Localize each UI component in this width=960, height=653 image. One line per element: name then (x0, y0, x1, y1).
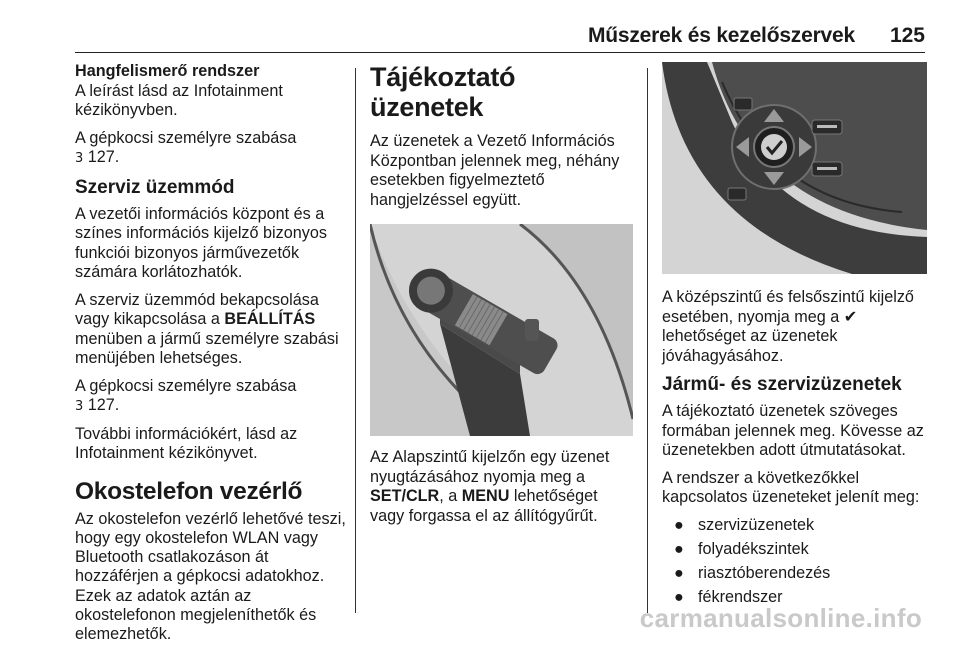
list-item-label: szervizüzenetek (698, 515, 815, 534)
bullet-icon: ● (674, 515, 684, 534)
column-left (75, 62, 347, 653)
text-run: Az Alapszintű kijelzőn egy üzenet nyugtázásához nyomja meg a (370, 448, 610, 486)
paragraph-vehicle-1: A tájékoztató üzenetek szöveges formában jelennek meg. Kövesse az üzenetekben adott útmutatásokat. (662, 402, 924, 459)
menu-keyword: MENU (461, 487, 510, 505)
section-title: Műszerek és kezelőszervek (587, 24, 855, 47)
paragraph-mid-display (662, 288, 927, 366)
list-item (662, 540, 927, 560)
heading-info-messages: Tájékoztató üzenetek (370, 62, 516, 122)
paragraph-more-info: További információkért, lásd az Infotainment kézikönyvet. (75, 424, 298, 462)
watermark: carmanualsonline.info (639, 603, 922, 633)
paragraph-smartphone: Az okostelefon vezérlő lehetővé teszi, hogy egy okostelefon WLAN vagy Bluetooth csatlakozáson át hozzáférjen a gépkocsi adatokhoz. Ezek az adatok aztán az okostelefonon megjeleníthetők és elemezhetők. (75, 509, 346, 644)
settings-keyword: BEÁLLÍTÁS (224, 310, 316, 328)
paragraph-voice-recognition: A leírást lásd az Infotainment kézikönyvben. (75, 81, 283, 119)
heading-service-mode: Szerviz üzemmód (75, 176, 235, 198)
message-list (662, 516, 927, 608)
figure-steering-wheel-controls (662, 62, 927, 274)
list-item (662, 516, 927, 536)
list-item (662, 564, 927, 584)
set-clr-keyword: SET/CLR (370, 487, 440, 505)
paragraph-personalization-ref-2 (75, 377, 347, 417)
text-run: A középszintű és felsőszintű kijelző esetében, nyomja meg a (662, 288, 914, 326)
text-run: lehetőséget vagy forgassa el az állítógyűrűt. (370, 487, 598, 525)
personalization-label: A gépkocsi személyre szabása (75, 376, 297, 395)
figure-steering-column-stalk (370, 224, 633, 436)
paragraph-info-messages: Az üzenetek a Vezető Információs Központban jelennek meg, néhány esetekben figyelmeztető hangjelzéssel együtt. (370, 132, 620, 209)
page-number: 125 (889, 24, 925, 47)
bullet-icon: ● (674, 587, 684, 606)
text-run: A szerviz üzemmód bekapcsolása vagy kikapcsolása a (75, 290, 319, 328)
bullet-icon: ● (674, 563, 684, 582)
personalization-label: A gépkocsi személyre szabása (75, 128, 297, 147)
paragraph-basic-display (370, 448, 633, 526)
bullet-icon: ● (674, 539, 684, 558)
page-ref: 127. (83, 148, 120, 166)
paragraph-personalization-ref (75, 129, 347, 169)
text-run: lehetőséget az üzenetek jóváhagyásához. (662, 327, 838, 365)
list-item-label: riasztóberendezés (698, 563, 831, 582)
paragraph-service-1: A vezetői információs központ és a színes információs kijelző bizonyos funkciói bizonyos járművezetők számára korlátozhatók. (75, 204, 327, 281)
column-divider (355, 68, 356, 613)
list-item-label: fékrendszer (698, 587, 783, 606)
stalk-illustration (370, 224, 633, 436)
paragraph-service-2 (75, 291, 347, 369)
text-run: , a (439, 487, 462, 505)
heading-smartphone-control: Okostelefon vezérlő (75, 477, 303, 505)
column-middle (370, 62, 633, 534)
column-right (662, 62, 927, 612)
page-header (75, 22, 925, 53)
column-divider (647, 68, 648, 613)
heading-vehicle-service-messages: Jármű- és szervizüzenetek (662, 374, 902, 395)
page-ref-arrow: 3 (75, 399, 84, 414)
list-item-label: folyadékszintek (698, 539, 809, 558)
paragraph-vehicle-2: A rendszer a következőkkel kapcsolatos üzeneteket jelenít meg: (662, 468, 920, 506)
page-ref-arrow: 3 (75, 151, 84, 166)
steering-wheel-illustration (662, 62, 927, 274)
heading-voice-recognition: Hangfelismerő rendszer (75, 62, 260, 80)
checkmark-icon: ✔ (843, 307, 858, 326)
page-ref: 127. (83, 396, 120, 414)
text-run: menüben a jármű személyre szabási menüjében lehetséges. (75, 329, 339, 367)
